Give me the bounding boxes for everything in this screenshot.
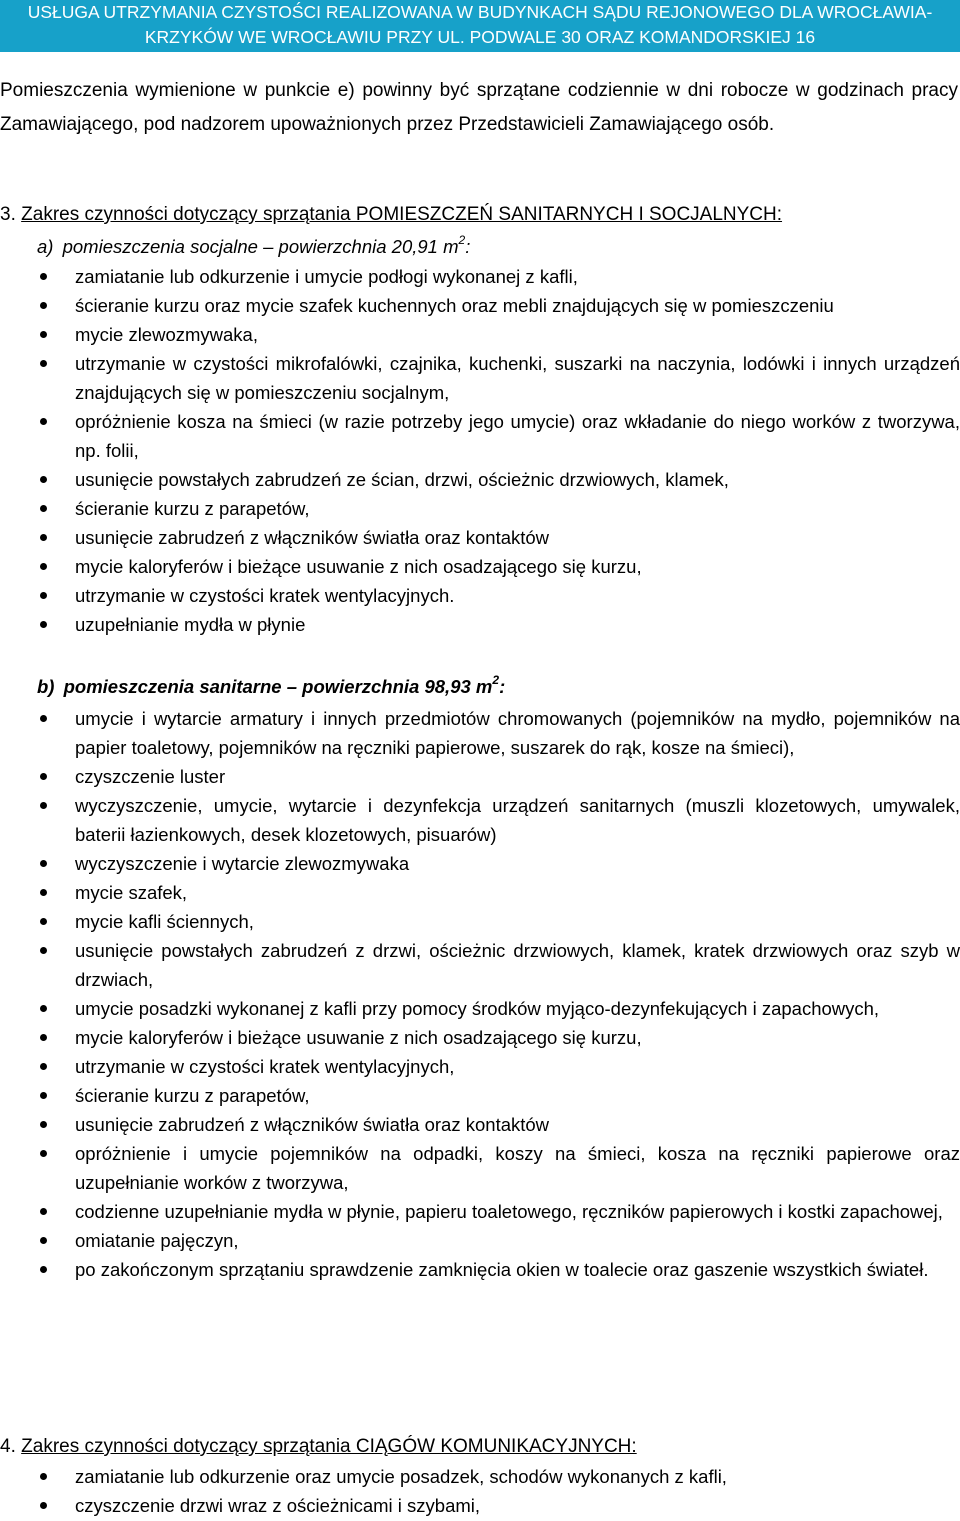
list-item: zamiatanie lub odkurzenie i umycie podłogi wykonanej z kafli,	[0, 262, 960, 291]
list-item: utrzymanie w czystości kratek wentylacyjnych.	[0, 581, 960, 610]
header-title: USŁUGA UTRZYMANIA CZYSTOŚCI REALIZOWANA W BUDYNKACH SĄDU REJONOWEGO DLA WROCŁAWIA-KRZYKÓW WE WROCŁAWIU PRZY UL. PODWALE 30 ORAZ KOMANDORSKIEJ 16	[27, 2, 933, 47]
list-item: codzienne uzupełnianie mydła w płynie, papieru toaletowego, ręczników papierowych i kostki zapachowej,	[0, 1197, 960, 1226]
list-item: czyszczenie luster	[0, 762, 960, 791]
list-item: uzupełnianie mydła w płynie	[0, 610, 960, 639]
section-4-number: 4.	[0, 1436, 16, 1457]
list-item: mycie kaloryferów i bieżące usuwanie z nich osadzającego się kurzu,	[0, 552, 960, 581]
list-item: usunięcie powstałych zabrudzeń z drzwi, ościeżnic drzwiowych, klamek, kratek drzwiowych oraz szyb w drzwiach,	[0, 936, 960, 994]
subsection-b-heading	[37, 672, 505, 701]
list-item: opróżnienie kosza na śmieci (w razie potrzeby jego umycie) oraz wkładanie do niego worków z tworzywa, np. folii,	[0, 407, 960, 465]
list-item: utrzymanie w czystości mikrofalówki, czajnika, kuchenki, suszarki na naczynia, lodówki i innych urządzeń znajdujących się w pomieszczeniu socjalnym,	[0, 349, 960, 407]
list-item: opróżnienie i umycie pojemników na odpadki, koszy na śmieci, kosza na ręczniki papierowe oraz uzupełnianie worków z tworzywa,	[0, 1139, 960, 1197]
subsection-a-list	[0, 262, 960, 639]
list-item: ścieranie kurzu z parapetów,	[0, 494, 960, 523]
list-item: po zakończonym sprzątaniu sprawdzenie zamknięcia okien w toalecie oraz gaszenie wszystkich świateł.	[0, 1255, 960, 1284]
list-item: usunięcie powstałych zabrudzeń ze ścian, drzwi, ościeżnic drzwiowych, klamek,	[0, 465, 960, 494]
intro-paragraph: Pomieszczenia wymienione w punkcie e) powinny być sprzątane codziennie w dni robocze w godzinach pracy Zamawiającego, pod nadzorem upoważnionych przez Przedstawicieli Zamawiającego osób.	[0, 80, 958, 135]
list-item: usunięcie zabrudzeń z włączników światła oraz kontaktów	[0, 1110, 960, 1139]
list-item: umycie posadzki wykonanej z kafli przy pomocy środków myjąco-dezynfekujących i zapachowych,	[0, 994, 960, 1023]
section-3-title: Zakres czynności dotyczący sprzątania POMIESZCZEŃ SANITARNYCH I SOCJALNYCH:	[21, 204, 783, 225]
list-item: czyszczenie drzwi wraz z ościeżnicami i szybami,	[0, 1491, 960, 1520]
list-item: ścieranie kurzu oraz mycie szafek kuchennych oraz mebli znajdujących się w pomieszczeniu	[0, 291, 960, 320]
section-3-heading	[0, 200, 782, 229]
subsection-b-title: pomieszczenia sanitarne – powierzchnia 98,93 m	[63, 676, 493, 697]
list-item: mycie kaloryferów i bieżące usuwanie z nich osadzającego się kurzu,	[0, 1023, 960, 1052]
section-4-heading	[0, 1432, 637, 1461]
subsection-b-label: b)	[37, 676, 55, 697]
subsection-a-label: a)	[37, 236, 54, 257]
subsection-a-title: pomieszczenia socjalne – powierzchnia 20,91 m	[62, 236, 459, 257]
list-item: wyczyszczenie, umycie, wytarcie i dezynfekcja urządzeń sanitarnych (muszli klozetowych, umywalek, baterii łazienkowych, desek klozetowych, pisuarów)	[0, 791, 960, 849]
section-4-title: Zakres czynności dotyczący sprzątania CIĄGÓW KOMUNIKACYJNYCH:	[21, 1436, 637, 1457]
list-item: ścieranie kurzu z parapetów,	[0, 1081, 960, 1110]
subsection-a-heading	[37, 232, 470, 261]
list-item: mycie szafek,	[0, 878, 960, 907]
list-item: wyczyszczenie i wytarcie zlewozmywaka	[0, 849, 960, 878]
section-3-number: 3.	[0, 204, 16, 225]
list-item: zamiatanie lub odkurzenie oraz umycie posadzek, schodów wykonanych z kafli,	[0, 1462, 960, 1491]
subsection-b-list	[0, 704, 960, 1284]
list-item: omiatanie pajęczyn,	[0, 1226, 960, 1255]
document-header	[0, 0, 960, 52]
section-4-list	[0, 1462, 960, 1520]
list-item: mycie kafli ściennych,	[0, 907, 960, 936]
list-item: usunięcie zabrudzeń z włączników światła oraz kontaktów	[0, 523, 960, 552]
subsection-b-colon: :	[499, 676, 506, 697]
list-item: utrzymanie w czystości kratek wentylacyjnych,	[0, 1052, 960, 1081]
subsection-a-colon: :	[465, 236, 471, 257]
subsection-a-sup: 2	[458, 232, 466, 247]
subsection-b-sup: 2	[492, 672, 500, 687]
list-item: mycie zlewozmywaka,	[0, 320, 960, 349]
list-item: umycie i wytarcie armatury i innych przedmiotów chromowanych (pojemników na mydło, pojemników na papier toaletowy, pojemników na ręczniki papierowe, suszarek do rąk, kosze na śmieci),	[0, 704, 960, 762]
